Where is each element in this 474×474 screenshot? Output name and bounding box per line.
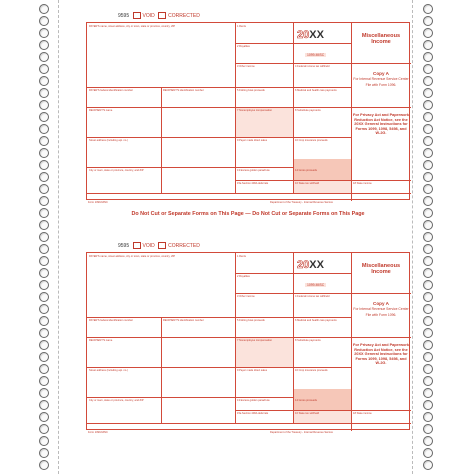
form-number: 1099-MISC xyxy=(307,53,325,57)
corrected-checkbox[interactable] xyxy=(158,242,166,249)
copy-block xyxy=(353,301,409,319)
box15-label: 15a Section 409A deferrals xyxy=(237,412,269,415)
tractor-hole xyxy=(423,208,433,218)
tractor-hole xyxy=(39,112,49,122)
tractor-hole xyxy=(423,160,433,170)
copy-for: For Internal Revenue Service Center xyxy=(353,77,409,82)
box7-label: 7 Nonemployee compensation xyxy=(237,339,273,342)
void-checkbox[interactable] xyxy=(133,12,141,19)
city-label: City or town, state or province, country, and ZIP xyxy=(89,169,144,172)
tractor-hole xyxy=(39,76,49,86)
tractor-hole xyxy=(39,364,49,374)
tractor-hole xyxy=(39,436,49,446)
tractor-hole xyxy=(39,148,49,158)
tractor-hole xyxy=(423,304,433,314)
tax-year xyxy=(297,259,324,271)
right-perforation xyxy=(412,0,413,474)
tractor-hole xyxy=(39,124,49,134)
copy-label: Copy A xyxy=(373,301,389,306)
tax-year xyxy=(297,29,324,41)
payer-name-label: PAYER'S name, street address, city or town, state or province, country, ZIP xyxy=(89,255,176,258)
box5-label: 5 Fishing boat proceeds xyxy=(237,319,265,322)
void-label: VOID xyxy=(142,242,155,249)
box3-label: 3 Other income xyxy=(237,65,255,68)
tractor-hole xyxy=(423,28,433,38)
tractor-hole xyxy=(39,100,49,110)
year-prefix: 20 xyxy=(297,29,310,41)
box9-label: 9 Payer made direct sales xyxy=(237,369,267,372)
shaded-box xyxy=(236,108,293,137)
box4-label: 4 Federal income tax withheld xyxy=(295,295,330,298)
box8-label: 8 Substitute payments xyxy=(295,109,321,112)
tractor-hole xyxy=(423,112,433,122)
box5-label: 5 Fishing boat proceeds xyxy=(237,89,265,92)
form-grid-top xyxy=(86,22,410,200)
right-tractor-strip xyxy=(412,0,442,474)
tractor-hole xyxy=(423,292,433,302)
tractor-hole xyxy=(423,388,433,398)
tractor-hole xyxy=(423,124,433,134)
copy-for: For Internal Revenue Service Center xyxy=(353,307,409,312)
tractor-hole xyxy=(39,304,49,314)
payer-tin-label: PAYER'S federal identification number xyxy=(89,89,133,92)
tractor-hole xyxy=(423,4,433,14)
tractor-hole xyxy=(423,64,433,74)
tractor-hole xyxy=(423,400,433,410)
box13-label: 13 Excess golden parachute xyxy=(237,399,270,402)
box14-label: 14 Gross proceeds xyxy=(295,399,317,402)
tractor-hole xyxy=(39,388,49,398)
tractor-hole xyxy=(39,232,49,242)
form-number: 1099-MISC xyxy=(307,283,325,287)
tractor-hole xyxy=(423,376,433,386)
tractor-hole xyxy=(39,88,49,98)
tractor-hole xyxy=(39,424,49,434)
box2-label: 2 Royalties xyxy=(237,45,250,48)
tractor-hole xyxy=(39,208,49,218)
box3-label: 3 Other income xyxy=(237,295,255,298)
corrected-label: CORRECTED xyxy=(168,242,200,249)
tractor-hole xyxy=(423,328,433,338)
tractor-hole xyxy=(423,16,433,26)
form-code: 9595 xyxy=(118,12,130,19)
tractor-hole xyxy=(39,184,49,194)
tractor-hole xyxy=(39,244,49,254)
tractor-hole xyxy=(39,316,49,326)
box1-label: 1 Rents xyxy=(237,255,246,258)
box2-label: 2 Royalties xyxy=(237,275,250,278)
form-code: 9595 xyxy=(118,242,130,249)
privacy-notice: For Privacy Act and Paperwork Reduction Act Notice, see the 20XX General Instructions for Forms 1099, 1098, 5498, and W-2G. xyxy=(353,113,409,136)
tractor-hole xyxy=(39,160,49,170)
box7-label: 7 Nonemployee compensation xyxy=(237,109,273,112)
tractor-hole xyxy=(423,448,433,458)
cut-notice: Do Not Cut or Separate Forms on This Page — Do Not Cut or Separate Forms on This Page xyxy=(131,211,365,217)
left-tractor-strip xyxy=(28,0,58,474)
shaded-box xyxy=(236,338,293,367)
recipient-tin-label: RECIPIENT'S identification number xyxy=(163,319,204,322)
tractor-hole xyxy=(423,196,433,206)
footer-department: Department of the Treasury - Internal Revenue Service xyxy=(270,201,334,204)
form-title: Miscellaneous Income xyxy=(361,33,401,45)
box6-label: 6 Medical and health care payments xyxy=(295,319,337,322)
tractor-hole xyxy=(423,88,433,98)
tractor-hole xyxy=(39,256,49,266)
footer-form-label: Form 1099-MISC xyxy=(88,431,108,434)
street-address-label: Street address (including apt. no.) xyxy=(89,369,128,372)
box16-label: 16 State tax withheld xyxy=(295,412,320,415)
void-corrected-row xyxy=(118,12,200,19)
tractor-hole xyxy=(423,364,433,374)
box15-label: 15a Section 409A deferrals xyxy=(237,182,269,185)
tractor-hole xyxy=(423,40,433,50)
tractor-hole xyxy=(39,376,49,386)
tractor-hole xyxy=(423,52,433,62)
tractor-hole xyxy=(39,448,49,458)
file-with: File with Form 1096. xyxy=(365,313,397,318)
tractor-hole xyxy=(39,460,49,470)
tractor-hole xyxy=(423,256,433,266)
tractor-hole xyxy=(423,280,433,290)
void-corrected-row xyxy=(118,242,200,249)
city-label: City or town, state or province, country, and ZIP xyxy=(89,399,144,402)
form-grid-bottom xyxy=(86,252,410,430)
tractor-hole xyxy=(423,352,433,362)
recipient-name-label: RECIPIENT'S name xyxy=(89,339,113,342)
tractor-hole xyxy=(39,64,49,74)
tractor-hole xyxy=(39,136,49,146)
recipient-name-label: RECIPIENT'S name xyxy=(89,109,113,112)
tractor-hole xyxy=(39,340,49,350)
tractor-hole xyxy=(39,268,49,278)
box14-label: 14 Gross proceeds xyxy=(295,169,317,172)
box8-label: 8 Substitute payments xyxy=(295,339,321,342)
box9-label: 9 Payer made direct sales xyxy=(237,139,267,142)
box13-label: 13 Excess golden parachute xyxy=(237,169,270,172)
corrected-label: CORRECTED xyxy=(168,12,200,19)
tractor-hole xyxy=(423,412,433,422)
void-checkbox[interactable] xyxy=(133,242,141,249)
year-prefix: 20 xyxy=(297,259,310,271)
tractor-hole xyxy=(39,280,49,290)
copy-block xyxy=(353,71,409,89)
tractor-hole xyxy=(423,136,433,146)
form-title: Miscellaneous Income xyxy=(361,263,401,275)
tractor-hole xyxy=(423,268,433,278)
box1-label: 1 Rents xyxy=(237,25,246,28)
street-address-label: Street address (including apt. no.) xyxy=(89,139,128,142)
box18-label: 18 State income xyxy=(353,412,372,415)
left-perforation xyxy=(58,0,59,474)
tractor-hole xyxy=(39,220,49,230)
tractor-hole xyxy=(423,232,433,242)
box16-label: 16 State tax withheld xyxy=(295,182,320,185)
year-suffix: XX xyxy=(309,29,324,41)
recipient-tin-label: RECIPIENT'S identification number xyxy=(163,89,204,92)
payer-name-label: PAYER'S name, street address, city or town, state or province, country, ZIP xyxy=(89,25,176,28)
box4-label: 4 Federal income tax withheld xyxy=(295,65,330,68)
tractor-hole xyxy=(423,424,433,434)
footer-form-label: Form 1099-MISC xyxy=(88,201,108,204)
tractor-hole xyxy=(423,76,433,86)
box6-label: 6 Medical and health care payments xyxy=(295,89,337,92)
tractor-hole xyxy=(423,220,433,230)
tractor-hole xyxy=(39,40,49,50)
tractor-hole xyxy=(39,52,49,62)
box10-label: 10 Crop insurance proceeds xyxy=(295,139,328,142)
box18-label: 18 State income xyxy=(353,182,372,185)
tractor-hole xyxy=(423,316,433,326)
tractor-hole xyxy=(39,352,49,362)
tractor-hole xyxy=(39,196,49,206)
year-suffix: XX xyxy=(309,259,324,271)
tractor-hole xyxy=(39,292,49,302)
privacy-notice: For Privacy Act and Paperwork Reduction Act Notice, see the 20XX General Instructions for Forms 1099, 1098, 5498, and W-2G. xyxy=(353,343,409,366)
tractor-hole xyxy=(39,412,49,422)
tractor-hole xyxy=(423,340,433,350)
tractor-hole xyxy=(39,400,49,410)
tractor-hole xyxy=(423,148,433,158)
tractor-hole xyxy=(39,4,49,14)
tractor-hole xyxy=(423,436,433,446)
tractor-hole xyxy=(39,28,49,38)
void-label: VOID xyxy=(142,12,155,19)
tractor-hole xyxy=(423,244,433,254)
tractor-hole xyxy=(39,328,49,338)
tractor-hole xyxy=(423,184,433,194)
tractor-hole xyxy=(423,172,433,182)
tractor-hole xyxy=(423,100,433,110)
payer-tin-label: PAYER'S federal identification number xyxy=(89,319,133,322)
copy-label: Copy A xyxy=(373,71,389,76)
footer-department: Department of the Treasury - Internal Revenue Service xyxy=(270,431,334,434)
tractor-hole xyxy=(39,16,49,26)
corrected-checkbox[interactable] xyxy=(158,12,166,19)
tractor-hole xyxy=(39,172,49,182)
file-with: File with Form 1096. xyxy=(365,83,397,88)
box10-label: 10 Crop insurance proceeds xyxy=(295,369,328,372)
tractor-hole xyxy=(423,460,433,470)
